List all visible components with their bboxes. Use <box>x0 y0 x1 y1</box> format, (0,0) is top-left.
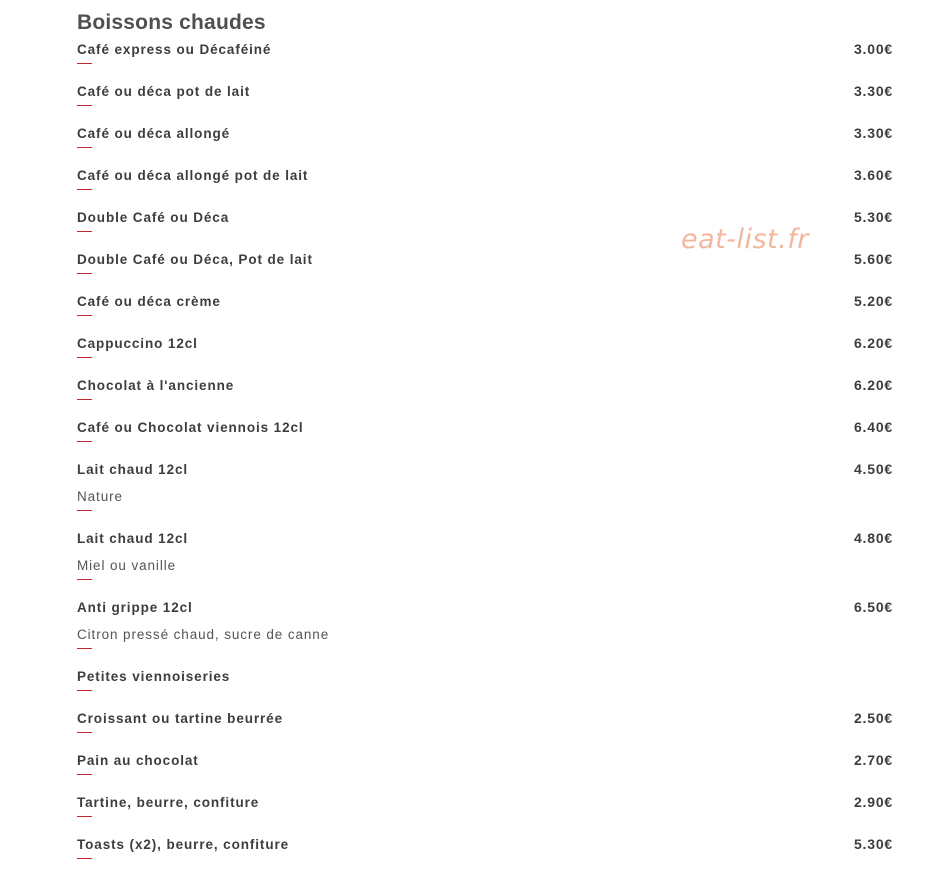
menu-item-row <box>77 709 893 728</box>
menu-item <box>77 793 893 835</box>
menu-item-row <box>77 376 893 395</box>
menu-item-row <box>77 292 893 311</box>
menu-item-row <box>77 460 893 479</box>
menu-item-row <box>77 751 893 770</box>
menu-item-name: Cappuccino 12cl <box>77 336 198 351</box>
menu-item-row <box>77 334 893 353</box>
menu-item <box>77 529 893 598</box>
menu-item-name: Café ou déca allongé <box>77 126 231 141</box>
menu-item <box>77 166 893 208</box>
menu-item-price: 2.90€ <box>853 794 893 810</box>
menu-item-row <box>77 667 893 686</box>
menu-item-row <box>77 835 893 854</box>
section-title: Boissons chaudes <box>77 11 266 34</box>
menu-item <box>77 751 893 793</box>
menu-item-name: Lait chaud 12cl <box>77 531 189 546</box>
menu-item-row <box>77 82 893 101</box>
menu-item <box>77 709 893 751</box>
menu-item <box>77 376 893 418</box>
menu-item-row <box>77 598 893 617</box>
menu-item <box>77 598 893 667</box>
menu-item-row <box>77 166 893 185</box>
menu-item <box>77 460 893 529</box>
watermark: eat-list.fr <box>681 224 809 255</box>
menu-item-price: 5.60€ <box>853 251 893 267</box>
menu-item-row <box>77 418 893 437</box>
menu-item <box>77 835 893 859</box>
menu-item-description: Nature <box>77 489 123 504</box>
menu-item-name: Toasts (x2), beurre, confiture <box>77 837 290 852</box>
menu-item-name: Petites viennoiseries <box>77 669 231 684</box>
menu-item-list <box>77 40 893 859</box>
menu-item-name: Croissant ou tartine beurrée <box>77 711 283 726</box>
menu-item-price: 6.50€ <box>853 599 893 615</box>
menu-item-name: Double Café ou Déca <box>77 210 230 225</box>
menu-item-name: Café ou Chocolat viennois 12cl <box>77 420 304 435</box>
menu-item-price: 6.20€ <box>853 377 893 393</box>
menu-item <box>77 418 893 460</box>
menu-item-row <box>77 529 893 548</box>
menu-item <box>77 292 893 334</box>
menu-item-price: 4.50€ <box>853 461 893 477</box>
menu-item-name: Café express ou Décaféiné <box>77 42 272 57</box>
menu-item-name: Chocolat à l'ancienne <box>77 378 235 393</box>
menu-item-description: Miel ou vanille <box>77 558 177 573</box>
menu-item-price: 3.00€ <box>853 41 893 57</box>
menu-item-name: Double Café ou Déca, Pot de lait <box>77 252 313 267</box>
menu-item <box>77 40 893 82</box>
menu-item-price: 5.30€ <box>853 209 893 225</box>
menu-item <box>77 250 893 292</box>
menu-item-price: 5.30€ <box>853 836 893 852</box>
menu-item-description: Citron pressé chaud, sucre de canne <box>77 627 330 642</box>
menu-item-price: 2.50€ <box>853 710 893 726</box>
menu-item-price: 3.30€ <box>853 125 893 141</box>
menu-item-row <box>77 793 893 812</box>
menu-item-row <box>77 124 893 143</box>
menu-item-name: Café ou déca crème <box>77 294 221 309</box>
menu-item <box>77 124 893 166</box>
menu-item <box>77 667 893 709</box>
menu-item-name: Pain au chocolat <box>77 753 199 768</box>
menu-item-price: 3.60€ <box>853 167 893 183</box>
menu-item-name: Anti grippe 12cl <box>77 600 193 615</box>
menu-item-price: 3.30€ <box>853 83 893 99</box>
menu-item-name: Café ou déca pot de lait <box>77 84 251 99</box>
menu-item <box>77 82 893 124</box>
menu-item-name: Café ou déca allongé pot de lait <box>77 168 309 183</box>
menu-item-price: 2.70€ <box>853 752 893 768</box>
menu-item-price: 5.20€ <box>853 293 893 309</box>
menu-item-row <box>77 40 893 59</box>
menu-item-name: Tartine, beurre, confiture <box>77 795 260 810</box>
item-divider <box>77 858 92 859</box>
menu-item <box>77 334 893 376</box>
menu-item-price: 6.40€ <box>853 419 893 435</box>
menu-item-price: 4.80€ <box>853 530 893 546</box>
menu-section <box>77 10 893 859</box>
menu-item-price: 6.20€ <box>853 335 893 351</box>
menu-item-name: Lait chaud 12cl <box>77 462 189 477</box>
